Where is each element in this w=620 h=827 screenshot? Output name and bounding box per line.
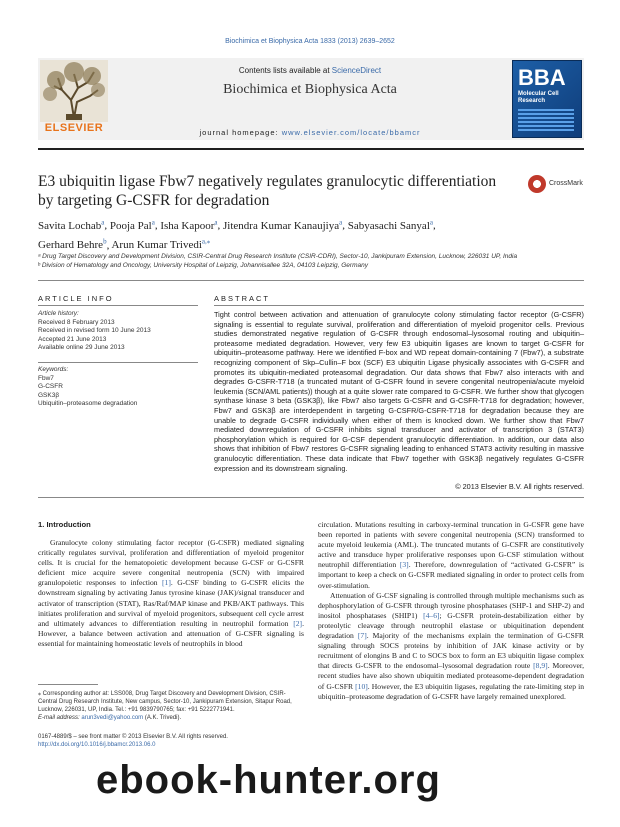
article-info-rule — [38, 305, 198, 306]
crossmark-icon — [528, 175, 546, 193]
citation-link[interactable]: [10] — [355, 681, 368, 691]
keyword: Fbw7 — [38, 374, 54, 382]
citation-link[interactable]: [2] — [293, 618, 303, 628]
issn-info: 0167-4889/$ – see front matter © 2013 Elsevier B.V. All rights reserved. http://dx.doi.org/10.1016/j.bbamcr.2013.06.0 — [38, 734, 228, 748]
sciencedirect-link[interactable]: ScienceDirect — [331, 66, 382, 75]
affiliation-b: ᵇ Division of Hematology and Oncology, University Hospital of Leipzig, Johannisallee 32A, 04103 Leipzig, Germany — [38, 262, 368, 269]
author[interactable]: Jitendra Kumar Kanaujiya$^a$ — [223, 218, 343, 232]
cover-pattern — [518, 109, 574, 131]
intro-paragraph: Granulocyte colony stimulating factor receptor (G-CSFR) mediated signaling critically regulates survival, proliferation and differentiation of myeloid progenitor cells. It is crucial for the hematopoietic development because G-CSF or G-CSFR deficient mice acquire severe congenital neutropenia (SCN) with impaired granulopoietic responses to infection [1]. G-CSF binding to G-CSFR elicits the downstream signaling by activating Janus tyrosine kinase (JAK)/signal transducer and activator of transcription (STAT), Ras/Raf/MAP kinase and PKB/AKT pathways. This initiates proliferation and survival of myeloid progenitors, subsequent cell cycle arrest and ultimately advances to differentiation resulting in neutrophil formation [2]. However, a balance between activation and attenuation of G-CSFR signaling is essential for maintaining homeostatic levels of neutrophils in blood — [38, 538, 304, 648]
history-item: Accepted 21 June 2013 — [38, 335, 107, 343]
doi-link[interactable]: http://dx.doi.org/10.1016/j.bbamcr.2013.06.0 — [38, 742, 156, 748]
author[interactable]: Sabyasachi Sanyal$^a$ — [347, 218, 433, 232]
article-info-heading: ARTICLE INFO — [38, 294, 114, 303]
introduction-heading: 1. Introduction — [38, 520, 91, 529]
abstract-heading: ABSTRACT — [214, 294, 271, 303]
article-history — [38, 310, 198, 353]
journal-reference: Biochimica et Biophysica Acta 1833 (2013) 2639–2652 — [225, 38, 395, 45]
journal-name: Biochimica et Biophysica Acta — [223, 82, 397, 97]
homepage-link[interactable]: www.elsevier.com/locate/bbamcr — [281, 128, 421, 137]
watermark-text: ebook-hunter.org — [96, 758, 441, 802]
keywords-rule — [38, 362, 198, 363]
header-rule — [38, 148, 584, 150]
abstract-rule — [214, 305, 584, 306]
citation-link[interactable]: [1] — [162, 578, 171, 588]
history-item: Received 8 February 2013 — [38, 318, 115, 326]
citation-link[interactable]: [3] — [399, 560, 409, 570]
crossmark-badge[interactable] — [528, 175, 590, 195]
article-history-label: Article history: — [38, 310, 79, 317]
affiliation-a: ᵃ Drug Target Discovery and Development Division, CSIR-Central Drug Research Institute (CSIR-CDRI), Sector-10, Jankipuram Extension, Lucknow, 226031 UP, India — [38, 253, 518, 260]
elsevier-wordmark: ELSEVIER — [44, 122, 104, 134]
corresponding-author-footnote: ⁎ Corresponding author at: LSS008, Drug Target Discovery and Development Division, CSIR-Central Drug Research Institute, New campus, Sector-10, Jankipuram Extension, Sitapur Road, Lucknow, 226031, UP, India. Tel.: +91 9839790765; fax: +91 5222771941. E-mail address: arun3vedi@yahoo.com (A.K. Trivedi). — [38, 691, 292, 721]
keywords — [38, 366, 198, 409]
citation-link[interactable]: [4–6] — [423, 610, 440, 620]
keyword: GSK3β — [38, 391, 60, 399]
abstract-bottom-rule — [38, 497, 584, 498]
keyword: G-CSFR — [38, 383, 63, 390]
author-list: Savita Lochab$^a$, Pooja Pal$^a$, Isha Kapoor$^a$, Jitendra Kumar Kanaujiya$^a$, Sabyasachi Sanyal$^a$, Gerhard Behre$^b$, Arun Kumar Trivedi$^{a,⁎}$ — [38, 218, 436, 252]
cover-title: BBA — [518, 65, 566, 90]
citation-link[interactable]: [8,9] — [533, 661, 548, 671]
affiliation-rule — [38, 280, 584, 281]
keyword: Ubiquitin–proteasome degradation — [38, 400, 138, 407]
abstract-text: Tight control between activation and attenuation of granulocyte colony stimulating factor receptor (G-CSFR) signaling is essential to regulate survival, proliferation and differentiation of myeloid progenitor cells. Previous studies demonstrated negative regulation of G-CSFR through endosomal–lysosomal routing and ubiquitin–proteasome mediated degradation. However, very few E3 ubiquitin ligases are known to target G-CSFR for ubiquitin–proteasome pathway. Here we identified F-box and WD repeat domain-containing 7 (Fbw7), a substrate recognizing component of Skp–Cullin–F box (SCF) E3 ubiquitin Ligase physically associates with G-CSFR and promotes its ubiquitin-mediated proteasomal degradation. Our data shows that Fbw7 also interacts with and degrades G-CSFR-T718 (a truncated mutant of G-CSFR found in severe congenital neutropenia/acute myeloid leukemia (SCN/AML patients)) though at a quite slower rate compared to G-CSFR. We further show that glycogen synthase kinase 3 beta (GSK3β), like Fbw7 also targets G-CSFR and G-CSFR-T718 for degradation; however, Fbw7 and GSK3β are interdependent in targeting G-CSFR/G-CSFR-T718 for degradation because they are unable to degrade G-CSFR individually when either of them is knocked down. We further show that Fbw7 mediated downregulation of G-CSFR inhibits signal transducer and activator of transcription 3 (STAT3) phosphorylation which is required for G-CSF dependent granulocytic differentiation. In addition, our data also shows that inhibition of Fbw7 restores G-CSFR signaling leading to enhanced STAT3 activity resulting in massive granulocytic differentiation. These data indicate that Fbw7 together with GSK3β negatively regulates G-CSFR expression and its downstream signaling. — [214, 310, 584, 473]
citation-link[interactable]: [7] — [357, 631, 367, 641]
article-title: E3 ubiquitin ligase Fbw7 negatively regulates granulocytic differentiation by targeting G-CSFR for degradation — [38, 173, 497, 209]
history-item: Received in revised form 10 June 2013 — [38, 327, 151, 334]
homepage-prefix: journal homepage: — [199, 128, 282, 137]
body-right-column — [318, 520, 584, 702]
abstract-copyright: © 2013 Elsevier B.V. All rights reserved. — [455, 482, 584, 491]
footnote-rule — [38, 684, 98, 685]
author[interactable]: Gerhard Behre$^b$ — [38, 237, 107, 252]
body-left-column — [38, 538, 304, 649]
history-item: Available online 29 June 2013 — [38, 344, 125, 351]
author[interactable]: Isha Kapoor$^a$ — [160, 218, 218, 232]
intro-paragraph: Attenuation of G-CSF signaling is controlled through multiple mechanisms such as dephosphorylation of G-CSFR through tyrosine phosphatases (SHP-1 and SHP-2) and inositol phosphatases (SHIP1) [4–6]; G-CSFR protein-destabilization either by proteolytic cleavage through neutrophil elastase or ubiquitination dependent degradation [7]. Majority of the mechanisms explain the termination of G-CSFR signaling through SOCS proteins by inhibition of JAK kinase activity or by recruitment of elongins B and C to SOCS box to form an E3 ubiquitin ligase complex that directs G-CSFR to the endosomal–lysosomal degradation route [8,9]. Moreover, recent studies have also shown ubiquitin mediated proteasome-dependent degradation of G-CSFR [10]. However, the E3 ubiquitin ligases, regulating the rate-limiting step in ubiquitin–proteasome degradation of G-CSFR have largely remained unexplored. — [318, 590, 584, 701]
crossmark-label: CrossMark — [549, 180, 583, 187]
cover-subtitle: Molecular Cell Research — [518, 91, 559, 104]
keywords-label: Keywords: — [38, 366, 69, 373]
author-email-link[interactable]: arun3vedi@yahoo.com — [81, 715, 144, 721]
author[interactable]: Pooja Pal$^a$ — [109, 218, 155, 232]
author[interactable]: Arun Kumar Trivedi$^{a,⁎}$ — [111, 237, 211, 252]
journal-cover-image — [512, 60, 582, 138]
intro-paragraph: circulation. Mutations resulting in carboxy-terminal truncation in G-CSFR gene have been reported in patients with severe congenital neutropenia (SCN) transformed to acute myeloid leukemia (AML). The truncated mutants of G-CSFR are constitutively active and transduce hyper proliferative responses upon G-CSF stimulation without neutrophil differentiation [3]. Therefore, downregulation of “activated G-CSFR” is important to keep a check on G-CSFR mediated signaling in order to protect cells from over-stimulation. — [318, 520, 584, 590]
author[interactable]: Savita Lochab$^a$ — [38, 218, 105, 232]
contents-prefix: Contents lists available at — [238, 66, 332, 75]
